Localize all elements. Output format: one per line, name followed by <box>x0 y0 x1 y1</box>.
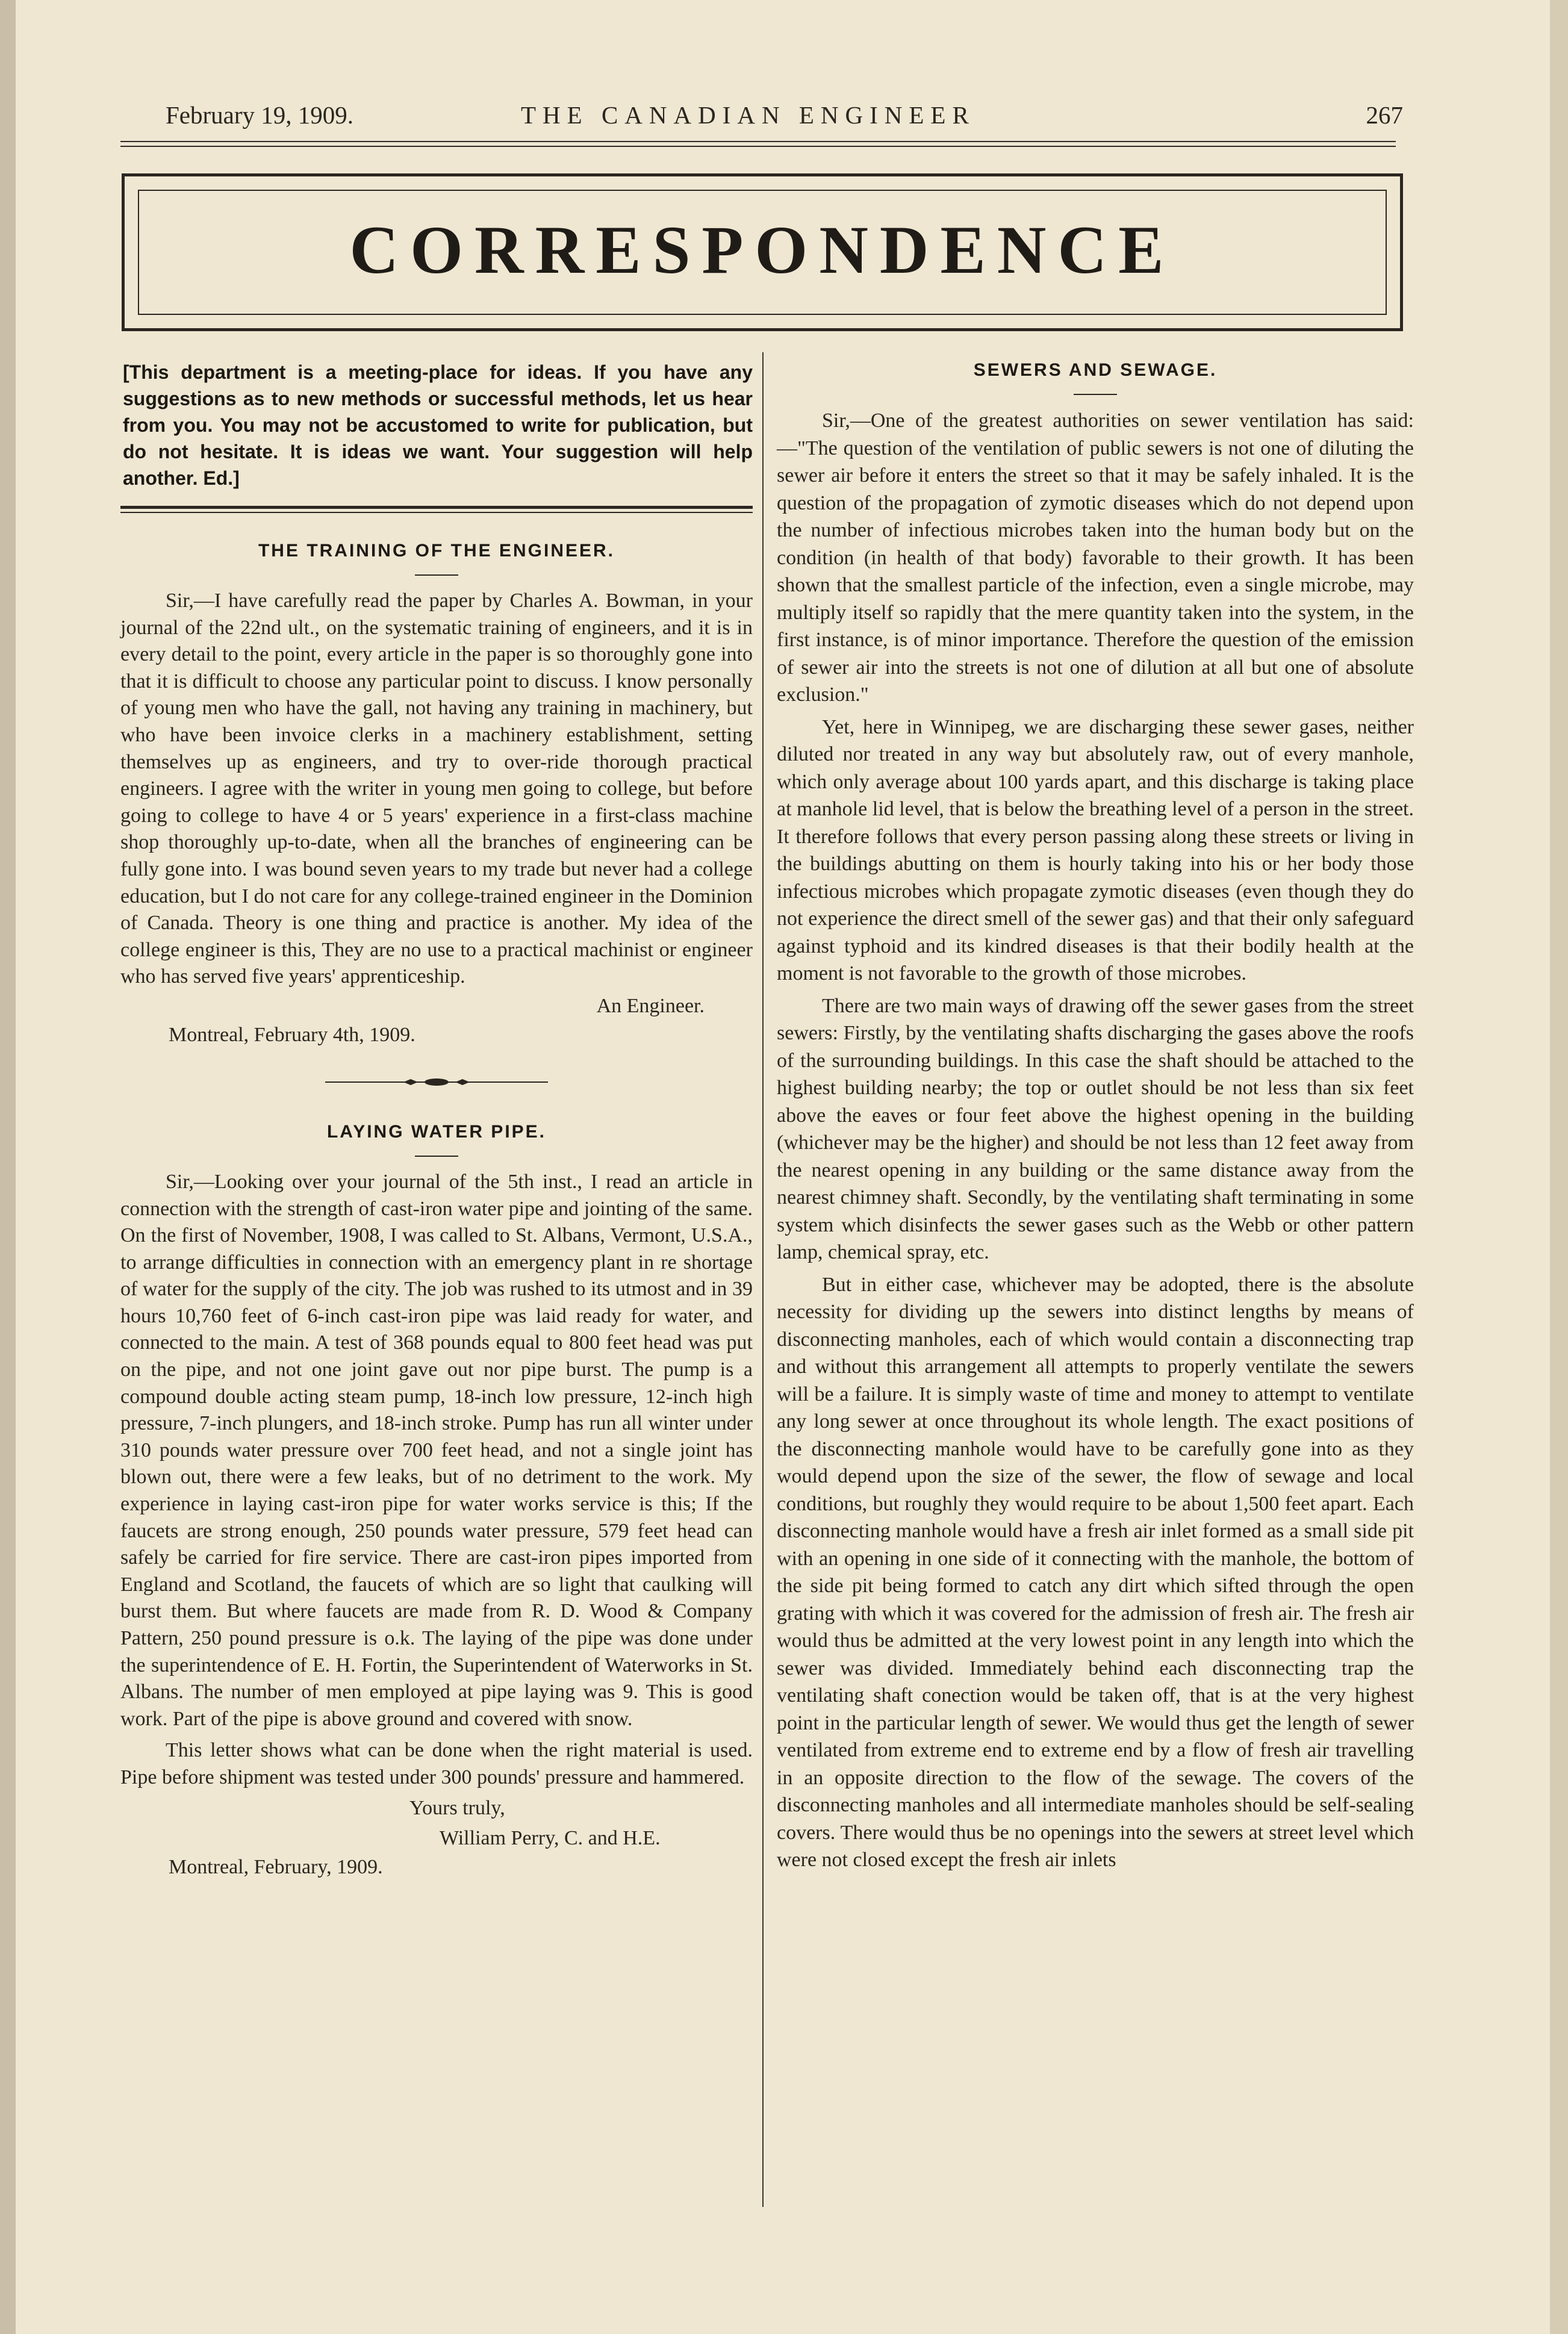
column-divider <box>762 352 764 2207</box>
article-separator <box>120 1076 753 1094</box>
sewers-paragraph-2: Yet, here in Winnipeg, we are discharging these sewer gases, neither diluted nor treated in any way but absolutely raw, out of every manhole, which only average about 100 yards apart, and this discharge is taking place at manhole lid level, that is below the breathing level of a person in the street. It therefore follows that every person passing along these streets or living in the buildings abutting on them is hourly taking into his or her body those infectious microbes which propagate zymotic diseases (even though they do not experience the direct smell of the sewer gas) and that their only safeguard against typhoid and its kindred diseases is that their bodily health at the moment is not favorable to the growth of those microbes. <box>777 715 1414 985</box>
article-title-water-pipe: LAYING WATER PIPE. <box>326 1121 547 1142</box>
header-rule-top <box>120 141 1396 142</box>
signature-training: An Engineer. <box>596 994 705 1017</box>
ornament-rule-icon <box>325 1076 548 1088</box>
page-edge <box>1550 0 1568 2334</box>
section-title: CORRESPONDENCE <box>349 213 1175 288</box>
closing-water-pipe: Yours truly, <box>409 1796 505 1819</box>
dateline-water-pipe: Montreal, February, 1909. <box>169 1855 383 1878</box>
article-body-water-pipe: Sir,—Looking over your journal of the 5th inst., I read an article in connection with the strength of cast-iron water pipe and jointing of the same. On the first of November, 1908, I was called to St. Albans, Vermont, U.S.A., to arrange difficulties in connection with an emergency plant in re shortage of water for the supply of the city. The job was rushed to its utmost and in 39 hours 10,760 feet of 6-inch cast-iron pipe was laid ready for water, and connected to the main. A test of 368 pounds equal to 800 feet head was put on the pipe, and not one joint gave out nor pipe burst. The pump is a compound double acting steam pump, 18-inch low pressure, 12-inch high pressure, 7-inch plungers, and 18-inch stroke. Pump has run all winter under 310 pounds water pressure over 700 feet head, and not a single joint has blown out, there were a few leaks, but of no detriment to the work. My experience in laying cast-iron pipe for water works service is this; If the faucets are strong enough, 250 pounds water pressure, 579 feet head can safely be carried for fire service. There are cast-iron pipes imported from England and Scotland, the faucets of which are so light that caulking will burst them. But where faucets are made from R. D. Wood & Company Pattern, 250 pound pressure is o.k. The laying of the pipe was done under the superintendence of E. H. Fortin, the Superintendent of Waterworks in St. Albans. The number of men employed at pipe laying was 9. This is good work. Part of the pipe is above ground and covered with snow. <box>120 1170 753 1730</box>
sewers-paragraph-1: Sir,—One of the greatest authorities on sewer ventilation has said:—"The question of the ventilation of public sewers is not one of diluting the sewer air before it enters the street so that it may be safely inhaled. It is the question of the propagation of zymotic diseases which do not depend upon the number of infectious microbes taken into the human body but on the condition (in health of that body) favorable to their growth. It has been shown that the smallest particle of the infection, even a single microbe, may multiply itself so rapidly that the mere quantity taken into the system, in the first instance, is of minor importance. Therefore the question of the emission of sewer air into the streets is not one of dilution at all but one of absolute exclusion." <box>777 409 1414 706</box>
journal-title: THE CANADIAN ENGINEER <box>521 101 975 129</box>
article-body-water-pipe-2: This letter shows what can be done when the right material is used. Pipe before shipment was tested under 300 pounds' pressure and hammered. <box>120 1739 753 1788</box>
binding-edge <box>0 0 16 2334</box>
article-title-sewers: SEWERS AND SEWAGE. <box>973 360 1218 380</box>
issue-date: February 19, 1909. <box>166 101 354 129</box>
dateline-training: Montreal, February 4th, 1909. <box>169 1023 415 1046</box>
right-column <box>777 355 1414 1874</box>
note-rule-thick <box>120 506 753 509</box>
signature-water-pipe: William Perry, C. and H.E. <box>440 1826 661 1849</box>
title-dash <box>415 1156 458 1157</box>
sewers-paragraph-4: But in either case, whichever may be adopted, there is the absolute necessity for dividing up the sewers into distinct lengths by means of disconnecting manholes, each of which would contain a disconnecting trap and without this arrangement all attempts to properly ventilate the sewers will be a failure. It is simply waste of time and money to attempt to ventilate any long sewer at once throughout its whole length. The exact positions of the disconnecting manhole would have to be carefully gone into as they would depend upon the size of the sewer, the flow of sewage and local conditions, but roughly they would require to be about 1,500 feet apart. Each disconnecting manhole would have a fresh air inlet formed as a small side pit with an opening in one side of it connecting with the manhole, the bottom of the side pit being formed to catch any dirt which sifted through the open grating with which it was covered for the admission of fresh air. The fresh air would thus be admitted at the very lowest point in any length into which the sewer was divided. Immediately behind each disconnecting trap the ventilating shaft conection would be taken off, that is at the very highest point in the particular length of sewer. We would thus get the length of sewer ventilated from extreme end to extreme end by a flow of fresh air travelling in an opposite direction to the flow of the sewage. The covers of the disconnecting manholes and all intermediate manholes should be self-sealing covers. There would thus be no openings into the sewers at street level which were not closed except the fresh air inlets <box>777 1273 1414 1871</box>
header-rule-bottom <box>120 146 1396 147</box>
left-column <box>120 355 753 1881</box>
section-banner <box>122 173 1403 331</box>
title-dash <box>415 574 458 576</box>
article-title-training: THE TRAINING OF THE ENGINEER. <box>258 541 615 561</box>
running-head <box>120 93 1403 135</box>
sewers-paragraph-3: There are two main ways of drawing off the sewer gases from the street sewers: Firstly, by the ventilating shafts discharging the gases above the roofs of the surrounding buildings. In this case the shaft should be attached to the highest building nearby; the top or outlet should be not less than six feet above the eaves or four feet above the highest opening in the building (whichever may be the higher) and should be not less than 12 feet away from the nearest opening in any building or the same distance away from the nearest chimney shaft. Secondly, by the ventilating shaft terminating in some system which disinfects the sewer gases such as the Webb or other pattern lamp, chemical spray, etc. <box>777 994 1414 1263</box>
title-dash <box>1074 394 1117 395</box>
note-rule-thin <box>120 512 753 513</box>
page-number: 267 <box>1366 101 1403 129</box>
article-body-training: Sir,—I have carefully read the paper by Charles A. Bowman, in your journal of the 22nd ult., on the systematic training of engineers, and it is in every detail to the point, every article in the paper is so thoroughly gone into that it is difficult to choose any particular point to discuss. I know personally of young men who have the gall, not having any training in machinery, but who have been invoice clerks in a machinery establishment, setting themselves up as engineers, and try to over-ride thorough practical engineers. I agree with the writer in young men going to college, but before going to college to have 4 or 5 years' experience in a first-class machine shop thoroughly up-to-date, when all the branches of engineering can be fully gone into. I was bound seven years to my trade but never had a college education, but I do not care for any college-trained engineer in the Dominion of Canada. Theory is one thing and practice is another. My idea of the college engineer is this, They are no use to a practical machinist or engineer who has served five years' apprenticeship. <box>120 590 753 988</box>
editor-note: [This department is a meeting-place for ideas. If you have any suggestions as to new methods or successful methods, let us hear from you. You may not be accustomed to write for publication, but do not hesitate. It is ideas we want. Your suggestion will help another. Ed.] <box>123 361 753 489</box>
